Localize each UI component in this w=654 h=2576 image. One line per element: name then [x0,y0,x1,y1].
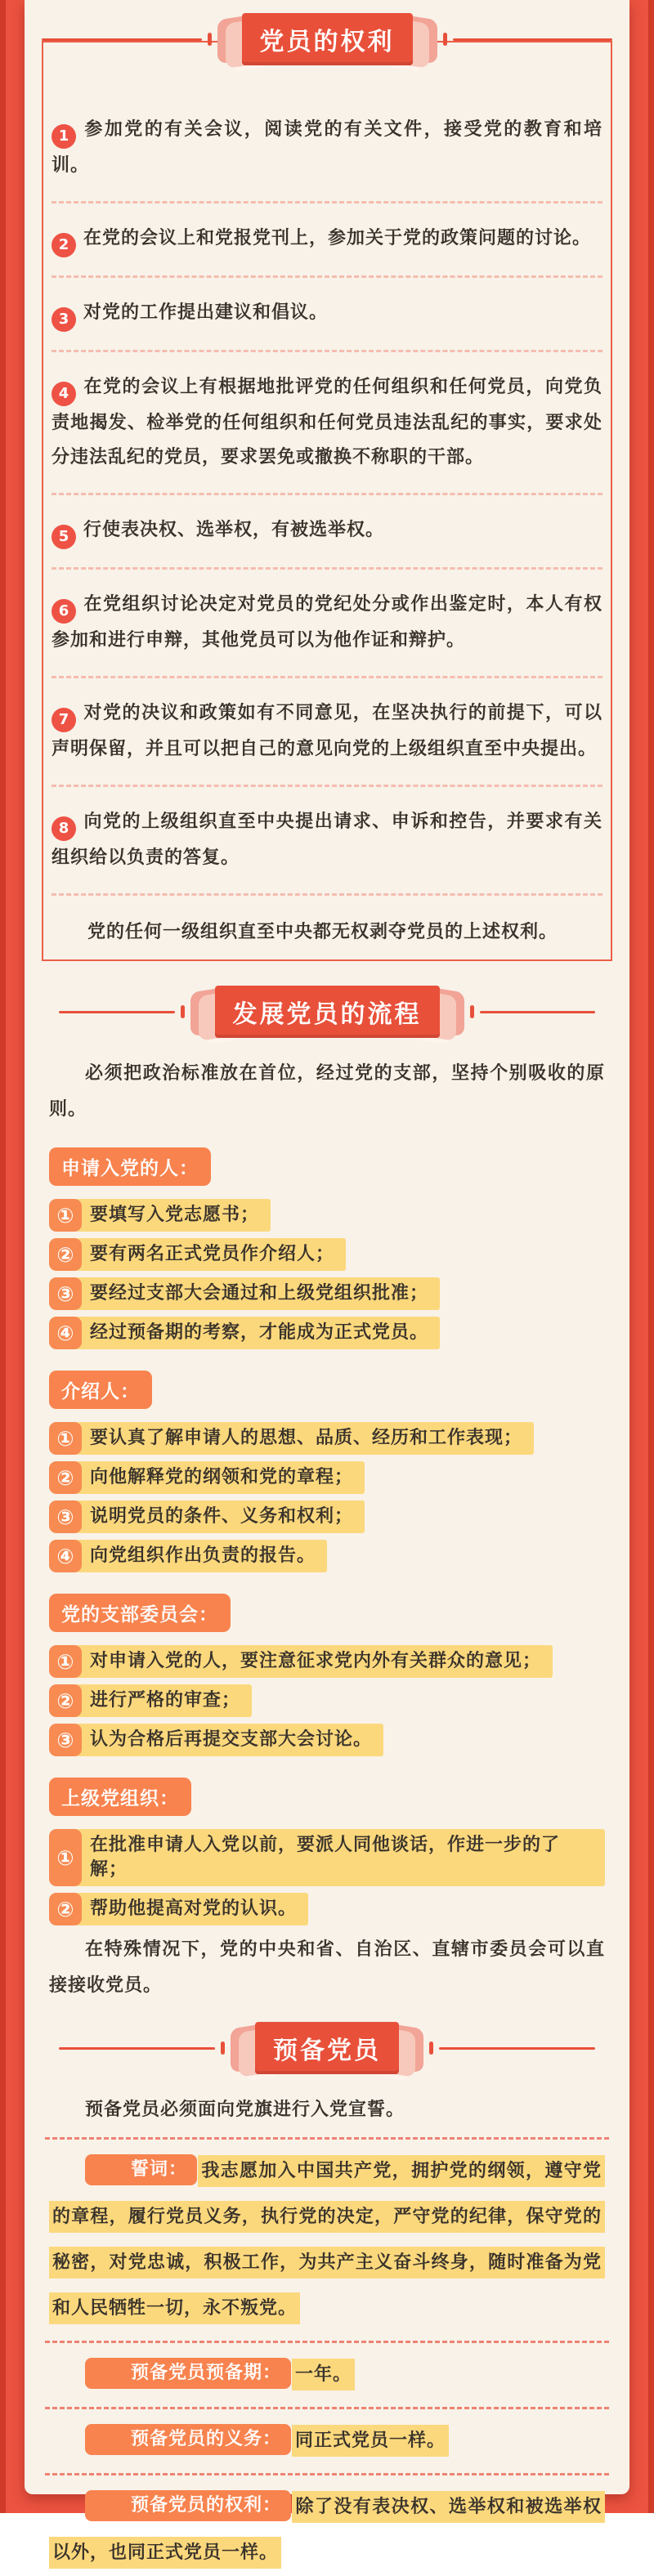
process-step-row [49,1724,383,1756]
step-number-chip: ② [49,1684,82,1717]
item-number-badge: 2 [52,233,76,257]
section-title: 发展党员的流程 [215,986,440,1038]
rights-item [52,278,602,350]
open-book-icon [190,986,464,1038]
rights-item [52,203,602,275]
group-label-chip: 上级党组织： [49,1778,191,1816]
step-number-chip: ① [49,1199,82,1232]
probation-entry-block [49,2473,605,2576]
probation-section-head [42,2009,612,2087]
process-group [49,1763,605,1925]
rule-right [480,1011,596,1013]
probation-entry [49,2418,605,2464]
rights-item [52,95,602,201]
rule-tick-right [429,2042,433,2055]
step-number-chip: ② [49,1893,82,1925]
group-steps [49,1422,605,1572]
process-step-row [49,1500,365,1533]
step-number-chip: ③ [49,1724,82,1756]
section-process [25,973,629,2004]
rule-tick-left [208,33,212,46]
open-book-icon [231,2022,423,2074]
group-label-chip: 申请入党的人： [49,1147,211,1186]
rights-item-text: 对党的工作提出建议和倡议。 [83,302,329,323]
item-number-badge: 3 [52,307,76,332]
step-number-chip: ④ [49,1540,82,1572]
rights-item-text: 在党的会议上和党报党刊上，参加关于党的政策问题的讨论。 [83,228,592,248]
rights-item [52,495,602,567]
process-step-row [49,1684,252,1717]
entry-text-highlight: 同正式党员一样。 [292,2425,449,2457]
rights-item-text: 在党的会议上有根据地批评党的任何组织和任何党员，向党负责地揭发、检举党的任何组织和任何党员违法乱纪的事实，要求处分违法乱纪的党员，要求罢免或撤换不称职的干部。 [52,377,602,467]
step-number-chip: ① [49,1829,82,1886]
process-groups [49,1133,605,1925]
process-step-row [49,1317,440,1349]
step-text-highlight: 对申请入党的人，要注意征求党内外有关群众的意见； [76,1645,553,1678]
step-text-highlight: 向党组织作出负责的报告。 [76,1540,327,1572]
rule-tick-left [221,2042,225,2055]
rights-item-block [52,678,602,787]
rule-left [42,38,202,41]
entry-text-highlight: 一年。 [292,2359,355,2390]
rule-tick-right [443,33,447,46]
step-number-chip: ② [49,1238,82,1271]
entry-label-chip: 誓词： [85,2154,197,2185]
item-number-badge: 6 [52,599,76,624]
probation-entry [49,2484,605,2576]
rights-item-block [52,787,602,896]
step-text-highlight: 在批准申请人入党以前，要派人同他谈话，作进一步的了解； [76,1829,605,1886]
process-group [49,1133,605,1349]
step-text-highlight: 要经过支部大会通过和上级党组织批准； [76,1277,440,1310]
entry-label-chip: 预备党员预备期： [85,2358,291,2389]
rights-item-block [52,203,602,278]
entry-text-highlight: 我志愿加入中国共产党，拥护党的纲领，遵守党的章程，履行党员义务，执行党的决定，严守党的纪律，保守党的秘密，对党忠诚，积极工作，为共产主义奋斗终身，随时准备为党和人民牺牲一切，永不叛党。 [49,2155,605,2324]
rights-item-block [52,352,602,495]
rights-section-head [25,0,629,78]
process-step-row [49,1893,308,1925]
probation-intro: 预备党员必须面向党旗进行入党宣誓。 [85,2100,405,2120]
content-card [25,0,629,2563]
rule-left [59,2047,215,2050]
step-number-chip: ② [49,1461,82,1494]
rights-box [42,41,612,961]
probation-entry-block [49,2341,605,2398]
group-steps [49,1645,605,1756]
step-number-chip: ① [49,1645,82,1678]
step-text-highlight: 说明党员的条件、义务和权利； [76,1500,365,1533]
step-number-chip: ① [49,1422,82,1455]
rule-tick-right [470,1005,474,1018]
process-step-row [49,1461,365,1494]
probation-entry [49,2149,605,2332]
rights-item-block [52,570,602,678]
dashed-divider [45,2137,609,2140]
item-number-badge: 7 [52,708,76,732]
step-number-chip: ③ [49,1500,82,1533]
step-text-highlight: 经过预备期的考察，才能成为正式党员。 [76,1317,440,1349]
section-probation [25,2009,629,2576]
section-rights [25,0,629,961]
rights-item-block [52,495,602,570]
rights-item-block [52,95,602,203]
dashed-divider [45,2407,609,2409]
rights-item-text: 参加党的有关会议，阅读党的有关文件，接受党的教育和培训。 [52,119,602,176]
step-text-highlight: 认为合格后再提交支部大会讨论。 [76,1724,383,1756]
section-title: 预备党员 [255,2022,399,2074]
item-number-badge: 8 [52,816,76,841]
open-book-icon [217,13,437,65]
step-text-highlight: 进行严格的审查； [76,1684,252,1717]
group-steps [49,1829,605,1925]
dashed-divider [45,2341,609,2343]
process-section-head [42,973,612,1051]
section-title: 党员的权利 [242,13,413,65]
rights-item-list [52,95,602,896]
item-number-badge: 1 [52,124,76,149]
process-step-row [49,1199,271,1232]
rights-item-text: 对党的决议和政策如有不同意见，在坚决执行的前提下，可以声明保留，并且可以把自己的意见向党的上级组织直至中央提出。 [52,703,602,759]
process-step-row [49,1422,534,1455]
entry-label-chip: 预备党员的义务： [85,2424,291,2455]
rights-item-text: 向党的上级组织直至中央提出请求、申诉和控告，并要求有关组织给以负责的答复。 [52,812,602,868]
entry-label-chip: 预备党员的权利： [85,2490,291,2521]
item-number-badge: 5 [52,525,76,549]
process-closing: 在特殊情况下，党的中央和省、自治区、直辖市委员会可以直接接收党员。 [49,1939,605,1996]
rule-tick-left [181,1005,185,1018]
rights-item-text: 在党组织讨论决定对党员的党纪处分或作出鉴定时，本人有权参加和进行申辩，其他党员可以为他作证和辩护。 [52,594,602,651]
rights-item [52,570,602,676]
step-number-chip: ④ [49,1317,82,1349]
process-step-row [49,1829,605,1886]
rights-note: 党的任何一级组织直至中央都无权剥夺党员的上述权利。 [87,922,558,942]
probation-entry-list [49,2137,605,2576]
rights-item [52,678,602,785]
process-step-row [49,1238,346,1271]
step-text-highlight: 帮助他提高对党的认识。 [76,1893,308,1925]
rule-left [59,1011,175,1013]
step-text-highlight: 要填写入党志愿书； [76,1199,271,1232]
process-group [49,1356,605,1572]
group-label-chip: 党的支部委员会： [49,1594,231,1632]
process-step-row [49,1645,553,1678]
step-text-highlight: 向他解释党的纲领和党的章程； [76,1461,365,1494]
entry-text-highlight: 除了没有表决权、选举权和被选举权以外，也同正式党员一样。 [49,2491,605,2569]
step-text-highlight: 要有两名正式党员作介绍人； [76,1238,346,1271]
group-label-chip: 介绍人： [49,1371,152,1409]
rights-item [52,787,602,893]
process-intro: 必须把政治标准放在首位，经过党的支部，坚持个别吸收的原则。 [49,1063,605,1120]
process-step-row [49,1540,327,1572]
probation-entry-block [49,2407,605,2464]
rights-item-block [52,278,602,352]
probation-entry-block [49,2137,605,2332]
process-step-row [49,1277,440,1310]
group-steps [49,1199,605,1349]
probation-entry [49,2352,605,2398]
step-number-chip: ③ [49,1277,82,1310]
process-group [49,1579,605,1756]
rule-right [439,2047,595,2050]
rule-right [453,38,613,41]
step-text-highlight: 要认真了解申请人的思想、品质、经历和工作表现； [76,1422,534,1455]
dashed-divider [45,2473,609,2475]
rights-item-text: 行使表决权、选举权，有被选举权。 [83,520,385,540]
item-number-badge: 4 [52,382,76,406]
rights-item [52,352,602,493]
